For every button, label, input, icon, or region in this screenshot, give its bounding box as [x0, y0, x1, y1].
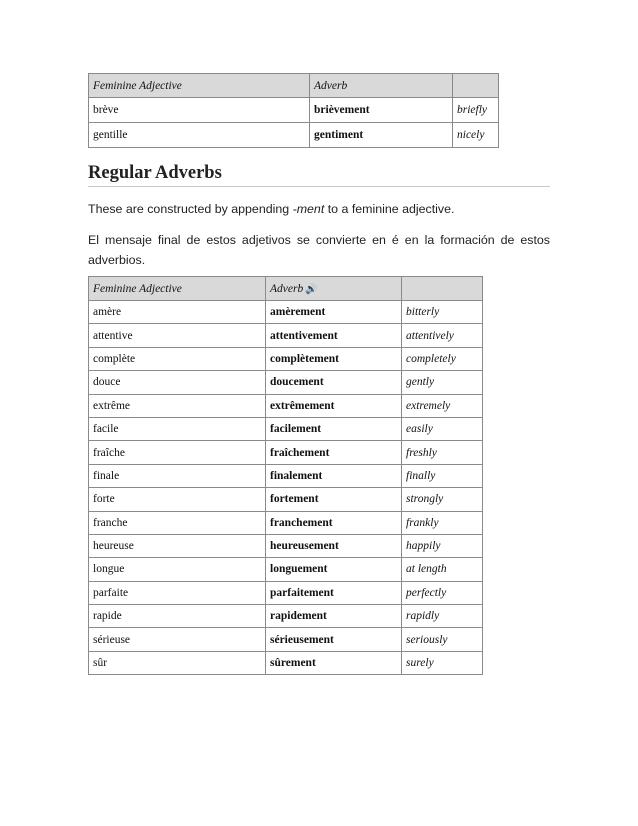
table-row [89, 441, 483, 464]
adverb-cell: heureusement [266, 534, 402, 557]
table-header-row [89, 74, 499, 98]
table-row [89, 651, 483, 674]
english-cell: gently [402, 371, 483, 394]
english-cell: strongly [402, 488, 483, 511]
table-row [89, 417, 483, 440]
adverb-cell: sérieusement [266, 628, 402, 651]
english-cell: happily [402, 534, 483, 557]
table-row [89, 558, 483, 581]
adverb-cell: sûrement [266, 651, 402, 674]
adverb-cell: longuement [266, 558, 402, 581]
table-row [89, 605, 483, 628]
header-english [453, 74, 499, 98]
adjective-cell: gentille [89, 123, 310, 148]
adverb-cell: fortement [266, 488, 402, 511]
english-cell: freshly [402, 441, 483, 464]
table-row [89, 628, 483, 651]
adjective-cell: brève [89, 98, 310, 123]
table-row [89, 464, 483, 487]
adjective-cell: douce [89, 371, 266, 394]
english-cell: completely [402, 347, 483, 370]
adjective-cell: rapide [89, 605, 266, 628]
english-cell: frankly [402, 511, 483, 534]
section-heading: Regular Adverbs [88, 162, 550, 187]
table-row [89, 581, 483, 604]
adverb-cell: gentiment [310, 123, 453, 148]
english-cell: easily [402, 417, 483, 440]
table-row [89, 371, 483, 394]
adverb-table-1 [88, 73, 499, 148]
adjective-cell: parfaite [89, 581, 266, 604]
header-feminine-adjective: Feminine Adjective [89, 277, 266, 301]
english-cell: finally [402, 464, 483, 487]
header-english [402, 277, 483, 301]
adjective-cell: forte [89, 488, 266, 511]
adjective-cell: facile [89, 417, 266, 440]
paragraph-text-before: These are constructed by appending [88, 202, 293, 216]
header-adverb: Adverb [310, 74, 453, 98]
adverb-cell: facilement [266, 417, 402, 440]
english-cell: at length [402, 558, 483, 581]
speaker-icon[interactable]: 🔊 [305, 283, 318, 295]
adverb-cell: finalement [266, 464, 402, 487]
header-adverb-label: Adverb [270, 282, 304, 295]
adverb-cell: rapidement [266, 605, 402, 628]
adjective-cell: longue [89, 558, 266, 581]
table-row [89, 324, 483, 347]
table-header-row [89, 277, 483, 301]
english-cell: nicely [453, 123, 499, 148]
english-cell: rapidly [402, 605, 483, 628]
adverb-cell: parfaitement [266, 581, 402, 604]
table-row [89, 98, 499, 123]
adjective-cell: fraîche [89, 441, 266, 464]
table-row [89, 394, 483, 417]
adjective-cell: extrême [89, 394, 266, 417]
adverb-cell: extrêmement [266, 394, 402, 417]
adverb-cell: fraîchement [266, 441, 402, 464]
english-cell: attentively [402, 324, 483, 347]
english-cell: seriously [402, 628, 483, 651]
table-row [89, 301, 483, 324]
adjective-cell: sûr [89, 651, 266, 674]
suffix-emphasis: -ment [292, 202, 325, 216]
paragraph-text-after: to a feminine adjective. [324, 202, 455, 216]
adjective-cell: franche [89, 511, 266, 534]
adjective-cell: heureuse [89, 534, 266, 557]
paragraph-spanish-note: El mensaje final de estos adjetivos se convierte en é en la formación de estos adverbios. [88, 233, 550, 267]
table-row [89, 511, 483, 534]
adverb-cell: franchement [266, 511, 402, 534]
adverb-cell: amèrement [266, 301, 402, 324]
table-row [89, 123, 499, 148]
adjective-cell: attentive [89, 324, 266, 347]
english-cell: surely [402, 651, 483, 674]
english-cell: briefly [453, 98, 499, 123]
english-cell: perfectly [402, 581, 483, 604]
table-row [89, 534, 483, 557]
paragraph-construction [88, 199, 550, 219]
adverb-cell: attentivement [266, 324, 402, 347]
adverb-cell: doucement [266, 371, 402, 394]
adjective-cell: complète [89, 347, 266, 370]
adjective-cell: sérieuse [89, 628, 266, 651]
header-adverb [266, 277, 402, 301]
adverb-cell: brièvement [310, 98, 453, 123]
english-cell: extremely [402, 394, 483, 417]
english-cell: bitterly [402, 301, 483, 324]
adjective-cell: finale [89, 464, 266, 487]
adverb-cell: complètement [266, 347, 402, 370]
table-row [89, 488, 483, 511]
adverb-table-2 [88, 276, 483, 675]
adjective-cell: amère [89, 301, 266, 324]
table-row [89, 347, 483, 370]
header-feminine-adjective: Feminine Adjective [89, 74, 310, 98]
